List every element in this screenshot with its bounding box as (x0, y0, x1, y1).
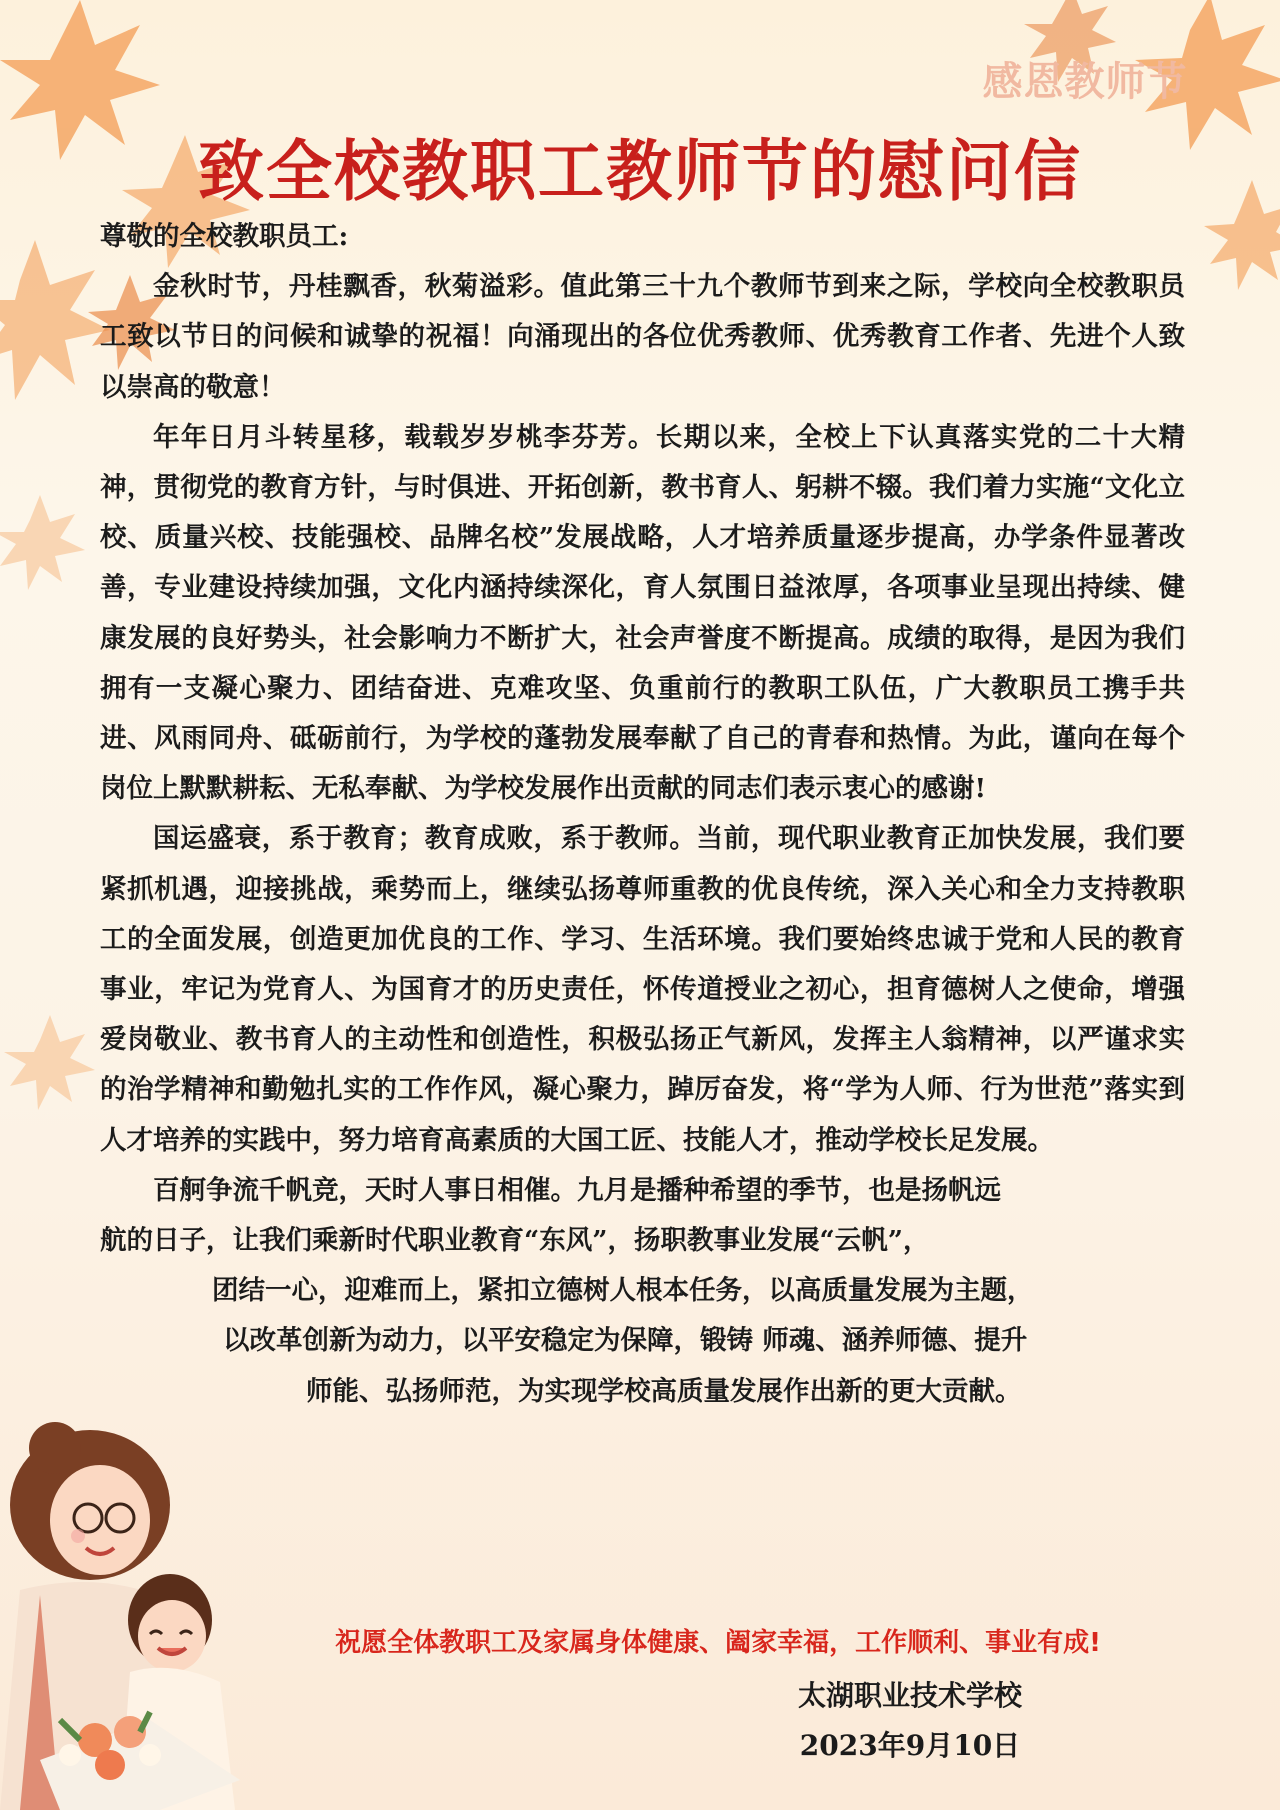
closing-line: 航的日子，让我们乘新时代职业教育“东风”，扬职教事业发展“云帆”， (100, 1225, 930, 1257)
blessing-line: 祝愿全体教职工及家属身体健康、阖家幸福，工作顺利、事业有成! (335, 1628, 1101, 1658)
paragraph-closing (100, 1166, 1185, 1417)
paragraph-greeting: 金秋时节，丹桂飘香，秋菊溢彩。值此第三十九个教师节到来之际，学校向全校教职员工致以节日的问候和诚挚的祝福！向涌现出的各位优秀教师、优秀教育工作者、先进个人致以崇高的敬意！ (100, 271, 1185, 403)
letter-date: 2023年9月10日 (799, 1729, 1021, 1762)
teachers-day-badge: 感恩教师节 (982, 59, 1188, 105)
signer-school-name: 太湖职业技术学校 (797, 1679, 1022, 1712)
closing-line: 师能、弘扬师范，为实现学校高质量发展作出新的更大贡献。 (306, 1375, 1022, 1407)
paragraph-achievements: 年年日月斗转星移，载载岁岁桃李芬芳。长期以来，全校上下认真落实党的二十大精神，贯彻党的教育方针，与时俱进、开拓创新，教书育人、躬耕不辍。我们着力实施“文化立校、质量兴校、技能强校、品牌名校”发展战略，人才培养质量逐步提高，办学条件显著改善，专业建设持续加强，文化内涵持续深化，育人氛围日益浓厚，各项事业呈现出持续、健康发展的良好势头，社会影响力不断扩大，社会声誉度不断提高。成绩的取得，是因为我们拥有一支凝心聚力、团结奋进、克难攻坚、负重前行的教职工队伍，广大教职员工携手共进、风雨同舟、砥砺前行，为学校的蓬勃发展奉献了自己的青春和热情。为此，谨向在每个岗位上默默耕耘、无私奉献、为学校发展作出贡献的同志们表示衷心的感谢! (100, 421, 1185, 805)
teacher-and-child-illustration (0, 1420, 270, 1810)
salutation: 尊敬的全校教职员工: (100, 221, 349, 252)
closing-line: 团结一心，迎难而上，紧扣立德树人根本任务，以高质量发展为主题， (212, 1275, 1034, 1307)
closing-line: 百舸争流千帆竞，天时人事日相催。九月是播种希望的季节，也是扬帆远 (153, 1174, 1001, 1206)
paragraph-mission: 国运盛衰，系于教育；教育成败，系于教师。当前，现代职业教育正加快发展，我们要紧抓机遇，迎接挑战，乘势而上，继续弘扬尊师重教的优良传统，深入关心和全力支持教职工的全面发展，创造更加优良的工作、学习、生活环境。我们要始终忠诚于党和人民的教育事业，牢记为党育人、为国育才的历史责任，怀传道授业之初心，担育德树人之使命，增强爱岗敬业、教书育人的主动性和创造性，积极弘扬正气新风，发挥主人翁精神，以严谨求实的治学精神和勤勉扎实的工作作风，凝心聚力，踔厉奋发，将“学为人师、行为世范”落实到人才培养的实践中，努力培育高素质的大国工匠、技能人才，推动学校长足发展。 (100, 823, 1185, 1156)
letter-title: 致全校教职工教师节的慰问信 (198, 132, 1082, 210)
closing-line: 以改革创新为动力，以平安稳定为保障，锻铸 师魂、涵养师德、提升 (223, 1325, 1028, 1357)
letter-body (100, 212, 1185, 1417)
